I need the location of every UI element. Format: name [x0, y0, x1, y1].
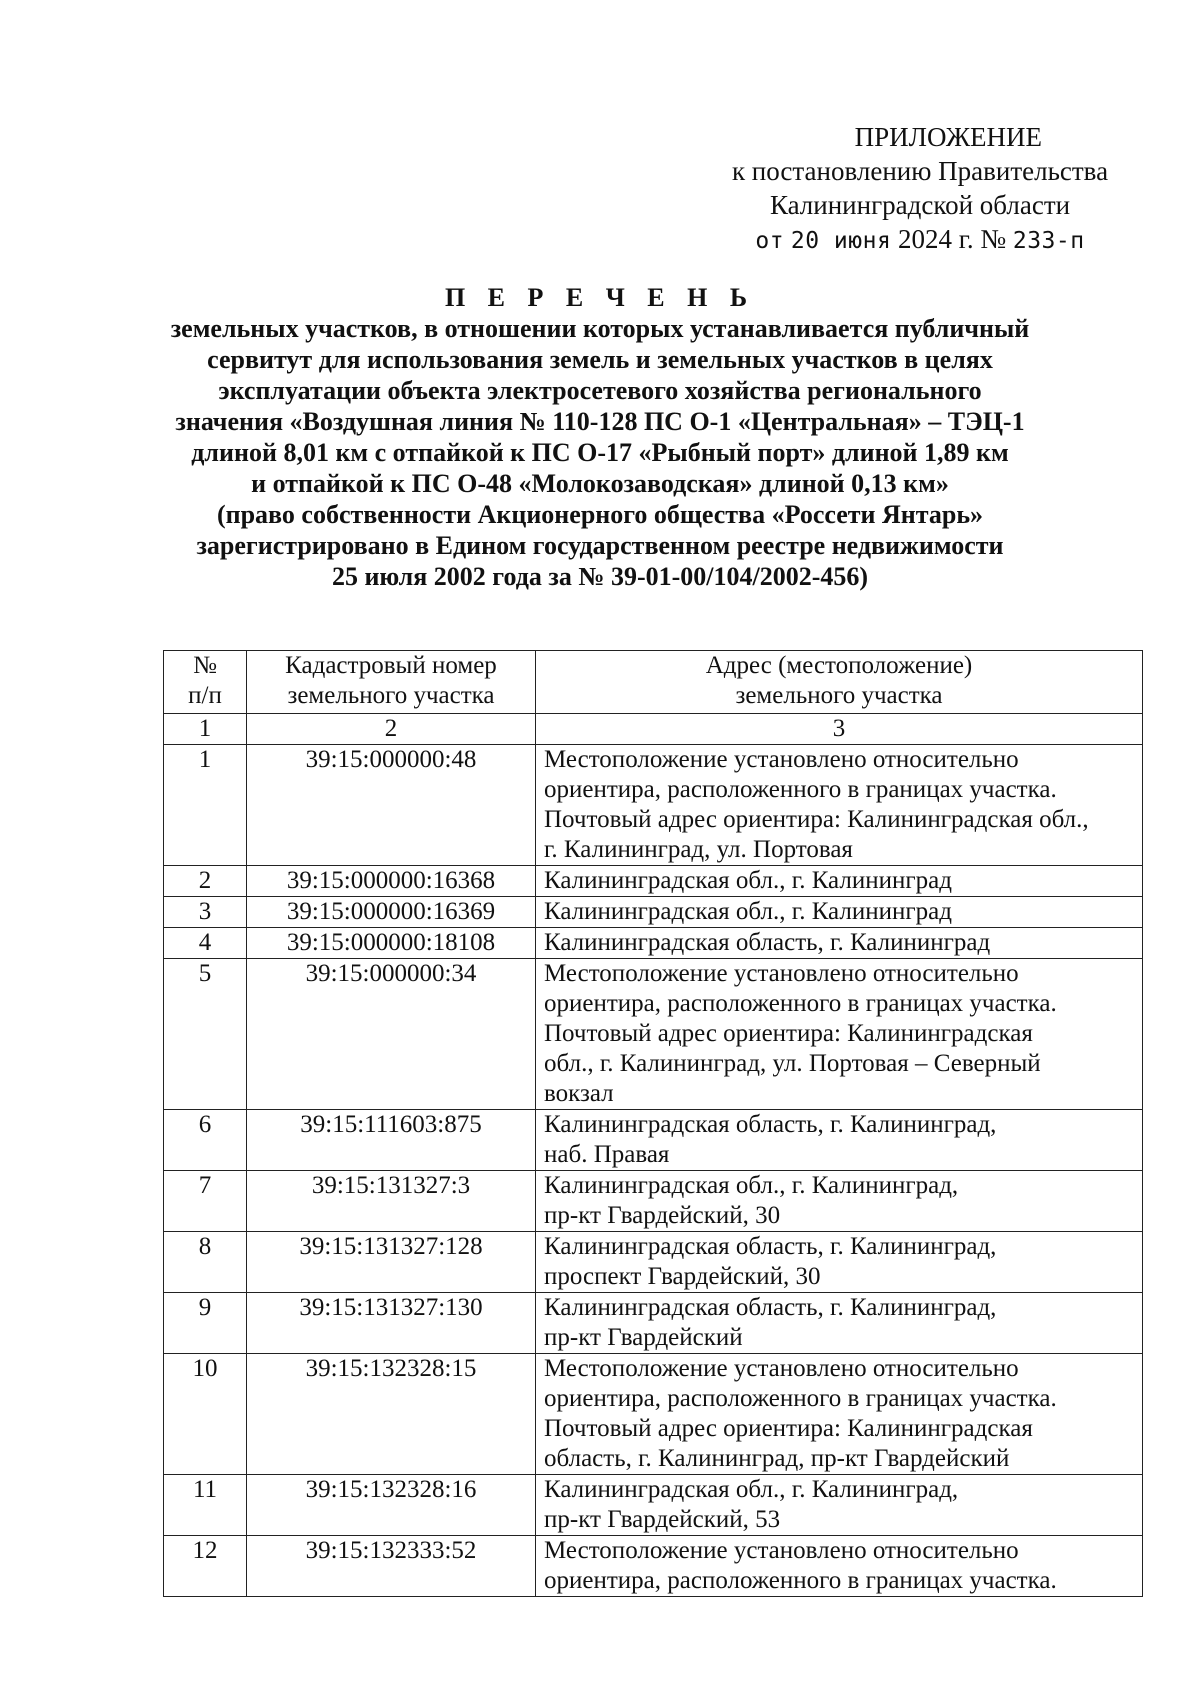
table-row: [164, 897, 1143, 928]
column-index-3: 3: [536, 714, 1143, 745]
table-row: [164, 1293, 1143, 1354]
header-cadastral: Кадастровый номер земельного участка: [247, 651, 536, 714]
cadastral-number: 39:15:132333:52: [247, 1536, 536, 1597]
table-row: [164, 959, 1143, 1110]
table-row: [164, 1110, 1143, 1171]
subtitle-line: сервитут для использования земель и земельных участков в целях: [207, 345, 993, 374]
table-row: [164, 1354, 1143, 1475]
row-number: 4: [164, 928, 247, 959]
subtitle-line: (право собственности Акционерного общества «Россети Янтарь»: [216, 500, 984, 529]
plot-address: Калининградская обл., г. Калининград, пр-кт Гвардейский, 53: [536, 1475, 1143, 1536]
plot-address: Калининградская обл., г. Калининград, пр-кт Гвардейский, 30: [536, 1171, 1143, 1232]
subtitle-line: зарегистрировано в Едином государственном реестре недвижимости: [196, 531, 1004, 560]
plot-address: Местоположение установлено относительно ориентира, расположенного в границах участка.: [536, 1536, 1143, 1597]
decree-date: 20 июня: [790, 228, 892, 254]
cadastral-number: 39:15:000000:34: [247, 959, 536, 1110]
cadastral-number: 39:15:111603:875: [247, 1110, 536, 1171]
cadastral-number: 39:15:132328:15: [247, 1354, 536, 1475]
plot-address: Калининградская обл., г. Калининград: [536, 866, 1143, 897]
appendix-block: [700, 120, 1140, 258]
row-number: 11: [164, 1475, 247, 1536]
decree-year: 2024 г. №: [898, 224, 1007, 254]
column-index-1: 1: [164, 714, 247, 745]
row-number: 10: [164, 1354, 247, 1475]
cadastral-number: 39:15:131327:128: [247, 1232, 536, 1293]
appendix-line-2: Калининградской области: [769, 190, 1071, 220]
plot-address: Калининградская обл., г. Калининград: [536, 897, 1143, 928]
document-title: П Е Р Е Ч Е Н Ь: [444, 283, 756, 312]
table-row: [164, 1232, 1143, 1293]
header-address: Адрес (местоположение) земельного участка: [536, 651, 1143, 714]
appendix-line-1: к постановлению Правительства: [731, 156, 1109, 186]
land-plots-table: [163, 650, 1143, 1597]
row-number: 6: [164, 1110, 247, 1171]
subtitle-line: значения «Воздушная линия № 110-128 ПС О-1 «Центральная» – ТЭЦ-1: [175, 407, 1025, 436]
row-number: 8: [164, 1232, 247, 1293]
column-index-2: 2: [247, 714, 536, 745]
row-number: 9: [164, 1293, 247, 1354]
plot-address: Калининградская область, г. Калининград, пр-кт Гвардейский: [536, 1293, 1143, 1354]
plot-address: Местоположение установлено относительно ориентира, расположенного в границах участка. Почтовый адрес ориентира: Калининградская обл., г. Калининград, ул. Портовая: [536, 745, 1143, 866]
table-row: [164, 928, 1143, 959]
cadastral-number: 39:15:000000:16369: [247, 897, 536, 928]
subtitle-line: земельных участков, в отношении которых устанавливается публичный: [170, 314, 1030, 343]
row-number: 5: [164, 959, 247, 1110]
plot-address: Калининградская область, г. Калининград: [536, 928, 1143, 959]
table-header-row: [164, 651, 1143, 714]
document-heading: [60, 282, 1140, 592]
document-subtitle: [60, 313, 1140, 592]
row-number: 7: [164, 1171, 247, 1232]
decree-prefix: от: [755, 228, 785, 254]
cadastral-number: 39:15:131327:130: [247, 1293, 536, 1354]
table-row: [164, 745, 1143, 866]
decree-reference: [700, 222, 1140, 258]
plot-address: Калининградская область, г. Калининград, проспект Гвардейский, 30: [536, 1232, 1143, 1293]
row-number: 1: [164, 745, 247, 866]
cadastral-number: 39:15:000000:16368: [247, 866, 536, 897]
table-row: [164, 1171, 1143, 1232]
header-number: № п/п: [164, 651, 247, 714]
cadastral-number: 39:15:000000:48: [247, 745, 536, 866]
subtitle-line: 25 июля 2002 года за № 39-01-00/104/2002-456): [331, 562, 869, 591]
row-number: 12: [164, 1536, 247, 1597]
cadastral-number: 39:15:131327:3: [247, 1171, 536, 1232]
subtitle-line: длиной 8,01 км с отпайкой к ПС О-17 «Рыбный порт» длиной 1,89 км: [191, 438, 1009, 467]
subtitle-line: эксплуатации объекта электросетевого хозяйства регионального: [218, 376, 982, 405]
row-number: 3: [164, 897, 247, 928]
appendix-title: ПРИЛОЖЕНИЕ: [854, 122, 1042, 152]
plot-address: Местоположение установлено относительно ориентира, расположенного в границах участка. Почтовый адрес ориентира: Калининградская обл., г. Калининград, ул. Портовая – Северный вокзал: [536, 959, 1143, 1110]
table-column-index-row: [164, 714, 1143, 745]
subtitle-line: и отпайкой к ПС О-48 «Молокозаводская» длиной 0,13 км»: [251, 469, 949, 498]
cadastral-number: 39:15:000000:18108: [247, 928, 536, 959]
row-number: 2: [164, 866, 247, 897]
decree-number: 233-п: [1012, 228, 1085, 254]
table-body: [164, 745, 1143, 1597]
table-row: [164, 866, 1143, 897]
table-row: [164, 1536, 1143, 1597]
plot-address: Местоположение установлено относительно ориентира, расположенного в границах участка. Почтовый адрес ориентира: Калининградская область, г. Калининград, пр-кт Гвардейский: [536, 1354, 1143, 1475]
plot-address: Калининградская область, г. Калининград, наб. Правая: [536, 1110, 1143, 1171]
cadastral-number: 39:15:132328:16: [247, 1475, 536, 1536]
table-row: [164, 1475, 1143, 1536]
